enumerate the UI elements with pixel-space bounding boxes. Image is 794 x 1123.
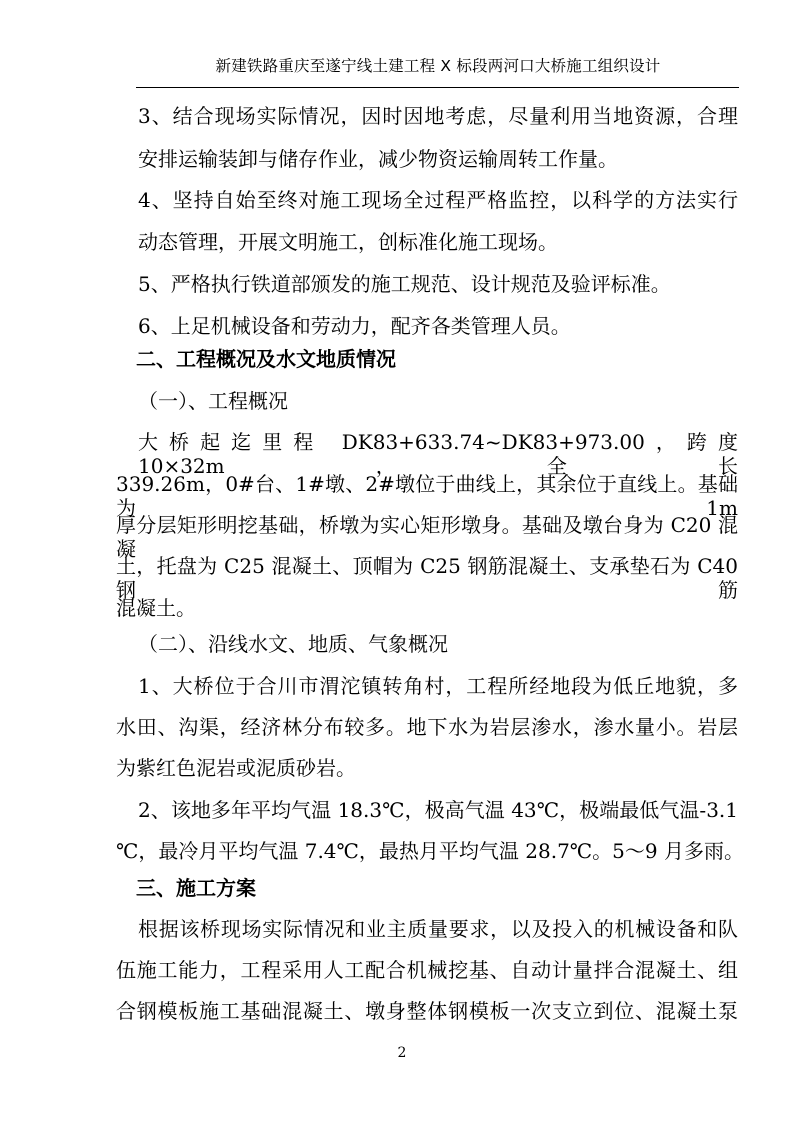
plan-line-1: 根据该桥现场实际情况和业主质量要求，以及投入的机械设备和队 [138, 917, 738, 941]
plan-line-2: 伍施工能力，工程采用人工配合机械挖基、自动计量拌合混凝土、组 [116, 958, 738, 982]
section-2-heading: 二、工程概况及水文地质情况 [136, 347, 396, 371]
engineering-line-5: 混凝土。 [116, 596, 196, 620]
paragraph-5-line-1: 5、严格执行铁道部颁发的施工规范、设计规范及验评标准。 [138, 272, 671, 296]
section-3-heading: 三、施工方案 [136, 876, 256, 900]
engineering-line-4: 土，托盘为 C25 混凝土、顶帽为 C25 钢筋混凝土、支承垫石为 C40 钢筋 [116, 554, 738, 602]
hydrology-2-line-1: 2、该地多年平均气温 18.3℃，极高气温 43℃，极端最低气温-3.1 [138, 798, 738, 822]
hydrology-1-line-1: 1、大桥位于合川市渭沱镇转角村，工程所经地段为低丘地貌，多 [138, 674, 738, 698]
paragraph-6-line-1: 6、上足机械设备和劳动力，配齐各类管理人员。 [138, 314, 571, 338]
engineering-line-1: 大桥起迄里程 DK83+633.74~DK83+973.00，跨度 10×32m，全长 [138, 430, 738, 478]
paragraph-3-line-2: 安排运输装卸与储存作业，减少物资运输周转工作量。 [138, 147, 618, 171]
paragraph-4-line-1: 4、坚持自始至终对施工现场全过程严格监控，以科学的方法实行 [138, 188, 738, 212]
subsection-2-heading: （二）、沿线水文、地质、气象概况 [138, 632, 448, 656]
paragraph-4-line-2: 动态管理，开展文明施工，创标准化施工现场。 [138, 230, 558, 254]
hydrology-1-line-2: 水田、沟渠，经济林分布较多。地下水为岩层渗水，渗水量小。岩层 [116, 715, 738, 739]
plan-line-3: 合钢模板施工基础混凝土、墩身整体钢模板一次支立到位、混凝土泵 [116, 999, 738, 1023]
hydrology-2-line-2: ℃，最冷月平均气温 7.4℃，最热月平均气温 28.7℃。5～9 月多雨。 [116, 839, 744, 863]
header-rule [136, 87, 739, 88]
engineering-line-3: 厚分层矩形明挖基础，桥墩为实心矩形墩身。基础及墩台身为 C20 混凝 [116, 513, 738, 561]
engineering-line-2: 339.26m，0#台、1#墩、2#墩位于曲线上，其余位于直线上。基础为 1m [116, 472, 738, 520]
paragraph-3-line-1: 3、结合现场实际情况，因时因地考虑，尽量利用当地资源，合理 [138, 104, 738, 128]
subsection-1-heading: （一）、工程概况 [138, 389, 288, 413]
running-header: 新建铁路重庆至遂宁线土建工程 X 标段两河口大桥施工组织设计 [215, 57, 661, 75]
hydrology-1-line-3: 为紫红色泥岩或泥质砂岩。 [116, 756, 356, 780]
page-number: 2 [397, 1045, 407, 1061]
